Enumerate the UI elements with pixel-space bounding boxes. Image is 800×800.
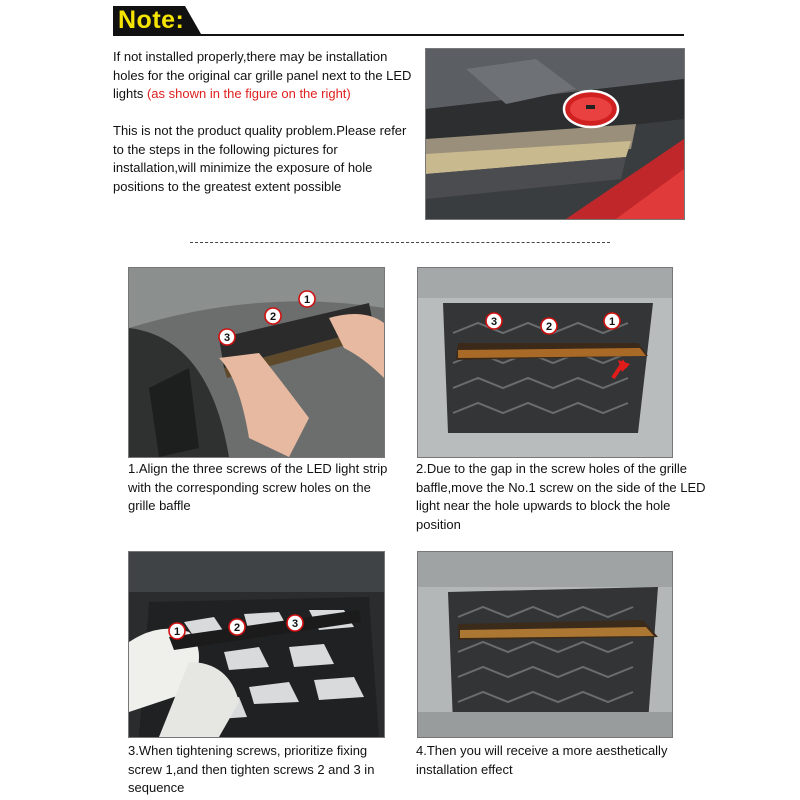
step-4-photo (417, 551, 673, 738)
step-3-marker-label: 2 (233, 622, 241, 634)
step-1-marker-label: 3 (223, 332, 231, 344)
note-paragraph-1-text: If not installed properly,there may be installation holes for the original car grille panel next to the LED lights (113, 49, 412, 101)
section-divider (190, 242, 610, 243)
step-2-marker-label: 3 (490, 316, 498, 328)
step-1-caption: 1.Align the three screws of the LED light strip with the corresponding screw holes on the grille baffle (128, 461, 388, 513)
note-paragraph-1-highlight: (as shown in the figure on the right) (146, 86, 351, 101)
step-2-marker-label: 2 (545, 321, 553, 333)
step-3-marker-label: 1 (173, 626, 181, 638)
step-3-photo (128, 551, 385, 738)
hole-closeup-photo (425, 48, 685, 220)
step-4-caption: 4.Then you will receive a more aesthetically installation effect (416, 743, 668, 777)
step-2-marker-label: 1 (608, 316, 616, 328)
note-paragraph-1 (113, 48, 418, 104)
note-title: Note: (118, 6, 185, 34)
step-2-caption: 2.Due to the gap in the screw holes of the grille baffle,move the No.1 screw on the side of the LED light near the hole upwards to block the hole position (416, 461, 706, 532)
note-paragraph-2: This is not the product quality problem.Please refer to the steps in the following pictures for installation,will minimize the exposure of hole positions to the greatest extent possible (113, 123, 407, 194)
step-1-photo (128, 267, 385, 458)
step-1-marker-label: 2 (269, 311, 277, 323)
step-3-marker-label: 3 (291, 618, 299, 630)
step-1-marker-label: 1 (303, 294, 311, 306)
step-3-caption: 3.When tightening screws, prioritize fixing screw 1,and then tighten screws 2 and 3 in sequence (128, 743, 375, 795)
step-2-photo (417, 267, 673, 458)
note-underline (113, 34, 684, 36)
